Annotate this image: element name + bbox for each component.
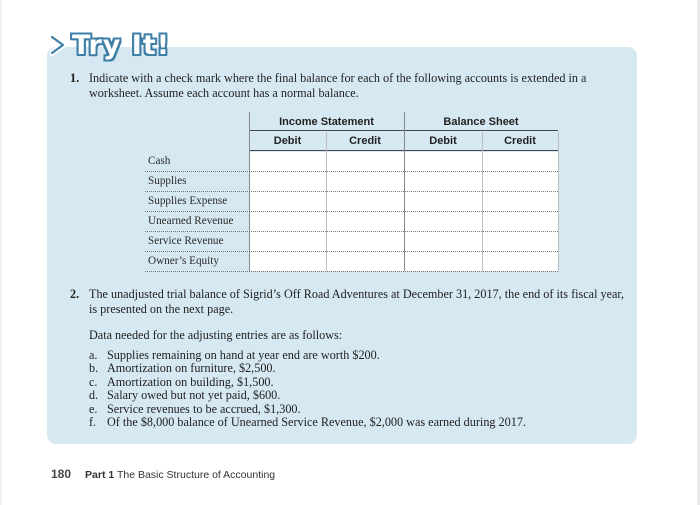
list-item-letter: c. — [89, 374, 98, 389]
chevron-right-icon — [50, 34, 66, 56]
list-item-text: Supplies remaining on hand at year end are worth $200. — [107, 348, 380, 362]
list-item — [89, 416, 526, 429]
group-header-income-statement: Income Statement — [279, 116, 374, 128]
page-edge-left — [0, 0, 2, 505]
group-header-balance-sheet: Balance Sheet — [443, 116, 519, 128]
question-number: 1. — [70, 71, 80, 85]
question-text: The unadjusted trial balance of Sigrid’s Off Road Adventures at December 31, 2017, the end of its fiscal year, is presented on the next page. — [89, 287, 625, 316]
row-rule — [145, 271, 558, 272]
question-text: Indicate with a check mark where the final balance for each of the following accounts is extended in a worksheet. Assume each account has a normal balance. — [89, 71, 587, 100]
question-number: 2. — [70, 287, 80, 301]
list-item-text: Of the $8,000 balance of Unearned Service Revenue, $2,000 was earned during 2017. — [107, 415, 526, 430]
list-item-text: Amortization on furniture, $2,500. — [107, 361, 276, 376]
adjusting-entries-list — [89, 349, 526, 429]
row-rule — [145, 171, 558, 172]
page-number: 180 — [51, 467, 72, 481]
row-label-supplies: Supplies — [148, 175, 187, 187]
adjusting-data-intro: Data needed for the adjusting entries are as follows: — [89, 328, 343, 342]
row-label-unearned-revenue: Unearned Revenue — [148, 215, 234, 227]
list-item-letter: a. — [89, 348, 98, 362]
list-item-text: Service revenues to be accrued, $1,300. — [107, 401, 301, 416]
list-item-text: Amortization on building, $1,500. — [107, 374, 274, 389]
part-label: Part 1 — [85, 469, 115, 481]
column-header-credit: Credit — [504, 135, 536, 147]
list-item — [89, 349, 526, 362]
row-label-supplies-expense: Supplies Expense — [148, 195, 228, 207]
list-item-letter: e. — [89, 401, 98, 416]
row-label-owners-equity: Owner’s Equity — [148, 255, 219, 267]
page-footer — [51, 467, 275, 481]
list-item-text: Salary owed but not yet paid, $600. — [107, 388, 281, 403]
row-label-cash: Cash — [148, 155, 171, 167]
column-header-credit: Credit — [349, 135, 381, 147]
list-item-letter: b. — [89, 361, 99, 376]
row-label-service-revenue: Service Revenue — [148, 235, 224, 247]
column-header-debit: Debit — [429, 135, 457, 147]
list-item-letter: f. — [89, 415, 97, 430]
column-divider — [558, 132, 559, 271]
list-item — [89, 389, 526, 402]
list-item-letter: d. — [89, 388, 99, 403]
column-header-debit: Debit — [273, 135, 302, 147]
list-item — [89, 362, 526, 375]
part-title: The Basic Structure of Accounting — [116, 469, 276, 481]
heading-title: Try It! — [72, 29, 171, 61]
list-item — [89, 376, 526, 389]
list-item — [89, 403, 526, 416]
try-it-heading — [50, 27, 170, 63]
